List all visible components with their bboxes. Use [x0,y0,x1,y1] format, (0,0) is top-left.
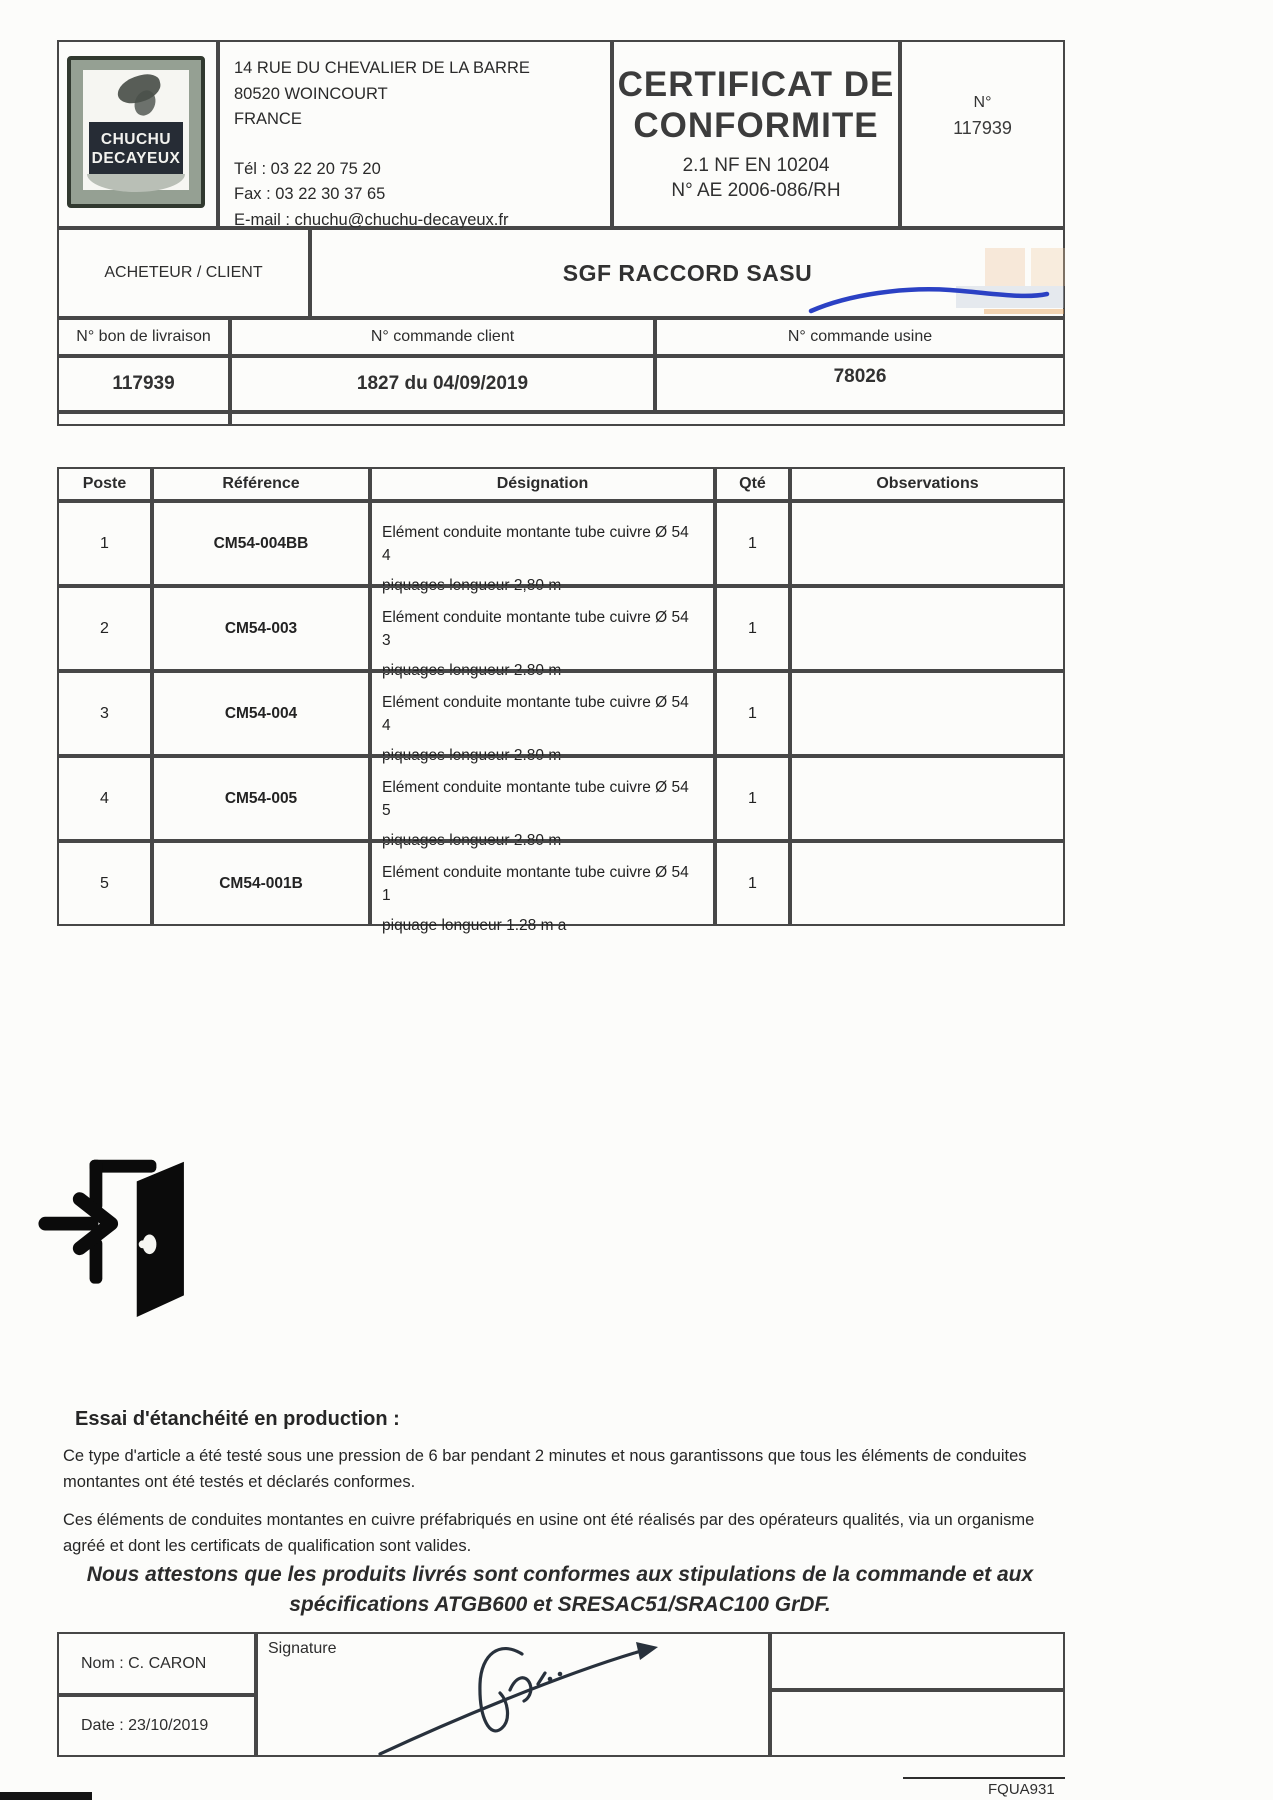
items-header-designation: Désignation [496,475,589,492]
item-qty: 1 [748,534,757,552]
certificate-number-value: 117939 [953,118,1012,138]
table-row-cell [370,841,715,934]
logo-arc-decoration [87,174,185,192]
scan-edge-artifact [0,1792,92,1800]
table-row-cell [57,756,152,841]
order-value-cell [57,356,230,412]
item-designation-line2: piquages longueur 2,80 m [382,576,562,594]
item-poste: 3 [100,704,109,722]
attestation-statement: Nous attestons que les produits livrés sont conformes aux stipulations de la commande et aux spécifications ATGB600 et SRESAC51/SRAC100 GrDF. [86,1563,1034,1617]
table-row-cell [57,671,152,756]
items-header-cell [57,467,152,501]
item-qty: 1 [748,704,757,722]
item-designation-line1: Elément conduite montante tube cuivre Ø 54 4 [382,694,689,735]
certificate-number-cell [900,40,1065,228]
table-row-cell [790,501,1065,586]
item-reference: CM54-004 [224,704,298,722]
item-qty: 1 [748,874,757,892]
logo-text-line2: DECAYEUX [91,150,181,167]
signature-extra-cell-top [770,1632,1065,1690]
order-value-cell [655,356,1065,412]
table-row-cell [370,501,715,594]
table-row-cell [152,841,370,926]
items-header-cell [152,467,370,501]
item-poste: 2 [100,619,109,637]
table-row-cell [152,501,370,586]
chuchu-decayeux-logo [67,56,205,208]
empty-strip-cell [230,412,1065,426]
company-address-cell [218,40,612,228]
order-header-cell [57,318,230,356]
order-header-cell [230,318,655,356]
item-designation-line2: piquages longueur 2.80 m [382,746,562,764]
signature-extra-cell-bottom [770,1690,1065,1757]
signer-name-cell [57,1632,256,1695]
table-row-cell [152,586,370,671]
footer-form-code: FQUA931 [988,1781,1055,1798]
items-header-qty: Qté [739,475,766,492]
table-row-cell [790,671,1065,756]
item-designation-line2: piquage longueur 1.28 m a [382,916,567,934]
items-header-observations: Observations [876,475,979,492]
items-header-poste: Poste [82,475,127,492]
client-order-value: 1827 du 04/09/2019 [356,373,529,394]
client-order-header: N° commande client [370,328,515,345]
certificate-title-line1: CERTIFICAT DE [617,65,895,105]
table-row-cell [715,501,790,586]
item-designation-line1: Elément conduite montante tube cuivre Ø 54 4 [382,524,689,565]
company-fax: Fax : 03 22 30 37 65 [234,185,386,204]
client-label-cell [57,228,310,318]
order-value-cell [230,356,655,412]
address-line3: FRANCE [234,110,302,129]
table-row-cell [715,586,790,671]
factory-order-header: N° commande usine [787,328,933,345]
item-designation-line1: Elément conduite montante tube cuivre Ø 54 5 [382,779,689,820]
logo-inner-panel [83,70,189,190]
item-poste: 4 [100,789,109,807]
table-row-cell [715,671,790,756]
item-reference: CM54-001B [219,874,303,892]
certificate-subtitle-line2: N° AE 2006-086/RH [671,180,841,202]
company-tel: Tél : 03 22 20 75 20 [234,159,381,178]
production-test-paragraph-1: Ce type d'article a été testé sous une pression de 6 bar pendant 2 minutes et nous garantissons que tous les éléments de conduites montantes ont été testés et déclarés conformes. [63,1447,1027,1491]
table-row-cell [790,586,1065,671]
certificate-subtitle-line1: 2.1 NF EN 10204 [682,154,830,176]
table-row-cell [57,501,152,586]
client-name: SGF RACCORD SASU [562,259,813,286]
items-header-cell [715,467,790,501]
delivery-note-header: N° bon de livraison [76,328,211,345]
delivery-note-value: 117939 [112,373,175,394]
item-poste: 5 [100,874,109,892]
table-row-cell [370,586,715,679]
empty-strip-cell [57,412,230,426]
table-row-cell [152,756,370,841]
table-row-cell [152,671,370,756]
table-row-cell [57,586,152,671]
order-header-cell [655,318,1065,356]
footer-rule [903,1777,1065,1779]
item-poste: 1 [100,534,109,552]
certificate-title-cell [612,40,900,228]
logo-banner [89,122,183,176]
items-header-cell [370,467,715,501]
handwritten-signature [350,1632,710,1762]
certificate-title-line2: CONFORMITE [633,106,879,146]
items-header-cell [790,467,1065,501]
table-row-cell [715,841,790,926]
item-reference: CM54-003 [224,619,298,637]
table-row-cell [370,671,715,764]
item-designation-line1: Elément conduite montante tube cuivre Ø 54 1 [382,864,689,905]
signer-name: Nom : C. CARON [81,1654,207,1672]
item-designation-line2: piquages longueur 2.80 m [382,661,562,679]
item-designation-line1: Elément conduite montante tube cuivre Ø 54 3 [382,609,689,650]
table-row-cell [790,756,1065,841]
item-qty: 1 [748,789,757,807]
address-line1: 14 RUE DU CHEVALIER DE LA BARRE [234,59,530,77]
company-email: E-mail : chuchu@chuchu-decayeux.fr [234,210,509,229]
logo-cell [57,40,218,228]
item-qty: 1 [748,619,757,637]
factory-order-value: 78026 [833,366,887,387]
item-designation-line2: piquages longueur 2.80 m [382,831,562,849]
item-reference: CM54-005 [224,789,298,807]
address-line2: 80520 WOINCOURT [234,84,388,103]
signature-date: Date : 23/10/2019 [81,1717,209,1734]
production-test-paragraph-2: Ces éléments de conduites montantes en cuivre préfabriqués en usine ont été réalisés par des opérateurs qualités, via un organisme agréé et dont les certificats de qualification sont valides. [63,1511,1035,1555]
table-row-cell [370,756,715,849]
door-exit-icon [38,1148,206,1320]
table-row-cell [790,841,1065,926]
table-row-cell [57,841,152,926]
signature-date-cell [57,1695,256,1757]
signature-label: Signature [268,1640,337,1657]
production-test-heading: Essai d'étanchéité en production : [75,1408,400,1430]
table-row-cell [715,756,790,841]
certificate-number-label: N° [973,94,992,111]
item-reference: CM54-004BB [213,534,309,552]
items-header-reference: Référence [222,475,300,492]
logo-text-line1: CHUCHU [100,130,172,148]
client-label: ACHETEUR / CLIENT [104,264,263,281]
